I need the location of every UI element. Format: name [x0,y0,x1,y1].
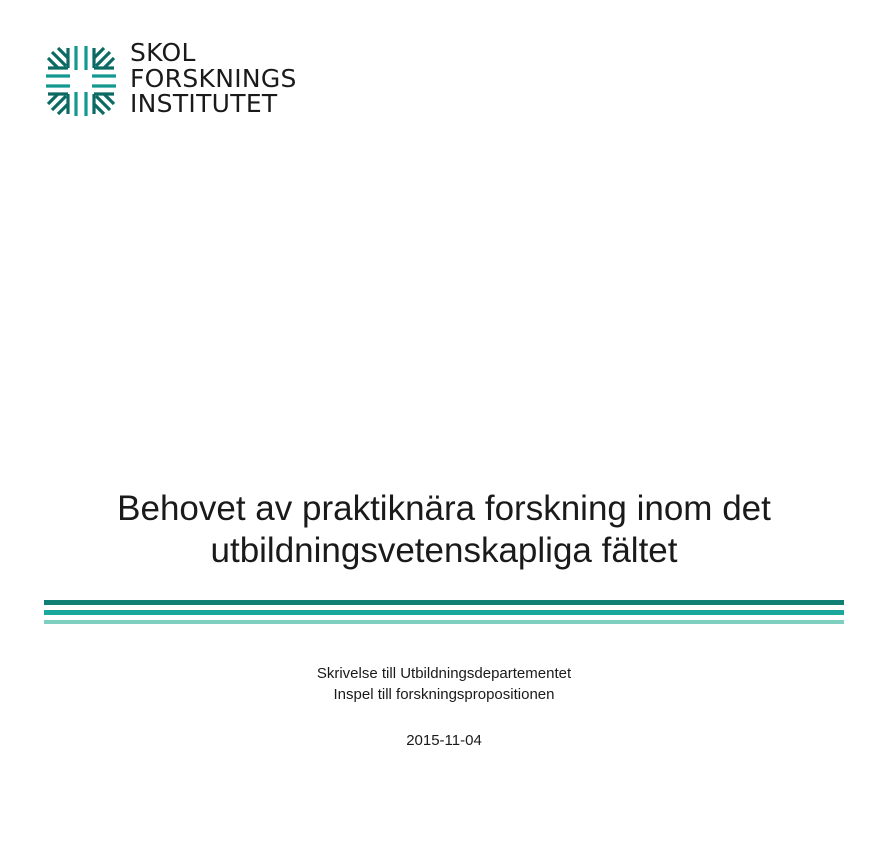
document-date: 2015-11-04 [406,732,482,749]
subtitle-line-1: Skrivelse till Utbildningsdepartementet [316,665,572,682]
divider-rule-dark [44,600,844,605]
document-title [44,488,844,572]
logo-line-3: INSTITUTET [130,89,278,118]
divider-rule-light [44,620,844,624]
logo-wordmark [130,40,297,117]
divider-rule-medium [44,610,844,615]
title-line-2: utbildningsvetenskapliga fältet [210,531,678,570]
logo-line-1: SKOL [130,38,196,67]
logo-mark-icon [44,44,118,118]
skolforskningsinstitutet-logo [44,40,324,122]
title-line-1: Behovet av praktiknära forskning inom det [117,489,771,528]
document-subtitle [44,663,844,705]
subtitle-line-2: Inspel till forskningspropositionen [333,686,555,703]
logo-line-2: FORSKNINGS [130,63,297,93]
